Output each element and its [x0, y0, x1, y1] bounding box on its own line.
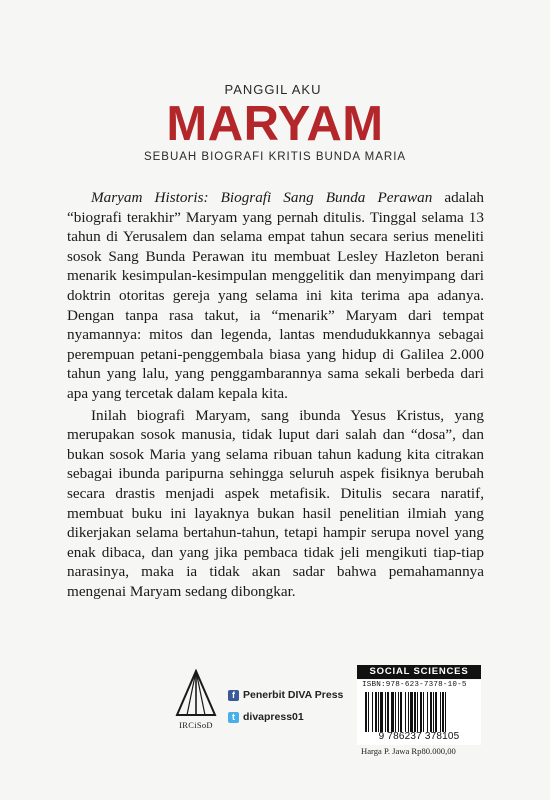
pyramid-logo-icon — [173, 669, 219, 719]
twitter-icon: t — [228, 712, 239, 723]
barcode-icon — [365, 692, 473, 732]
twitter-label: divapress01 — [243, 711, 304, 723]
cover-header — [0, 82, 550, 163]
twitter-link[interactable] — [228, 708, 343, 726]
referenced-book-title: Maryam Historis: Biografi Sang Bunda Perawan — [91, 189, 433, 206]
book-subtitle: SEBUAH BIOGRAFI KRITIS BUNDA MARIA — [143, 151, 407, 163]
book-title: MARYAM — [166, 97, 384, 151]
title-kicker: PANGGIL AKU — [224, 82, 322, 97]
facebook-link[interactable] — [228, 686, 343, 704]
facebook-icon: f — [228, 690, 239, 701]
blurb-paragraph-2: Inilah biografi Maryam, sang ibunda Yesus Kristus, yang merupakan sosok manusia, tidak luput dari salah dan “dosa”, dan bukan sosok Maria yang selama ribuan tahun kadung kita citrakan sebagai ibunda paripurna sehingga seluruh aspek fisiknya berubah secara drastis menjadi aspek metafisik. Ditulis secara naratif, membuat buku ini layaknya bukan hasil penelitian ilmiah yang dikerjakan selama bertahun-tahun, tetapi hampir serupa novel yang enak dibaca, dan yang jika pembaca tidak jeli mengikuti tiap-tiap narasinya, maka ia tidak akan sadar bahwa pemahamannya mengenai Maryam sedang dibongkar. — [67, 406, 484, 600]
blurb — [67, 188, 484, 601]
price-label: Harga P. Jawa Rp80.000,00 — [361, 746, 456, 756]
barcode-panel — [357, 680, 481, 745]
publisher-logo — [173, 669, 219, 730]
barcode-digits: 9 786237 378105 — [378, 731, 460, 742]
publisher-name: IRCiSoD — [179, 720, 213, 730]
category-label: SOCIAL SCIENCES — [357, 665, 481, 679]
isbn-number: ISBN:978-623-7378-10-5 — [362, 681, 467, 689]
blurb-paragraph-1 — [67, 188, 484, 404]
facebook-label: Penerbit DIVA Press — [243, 689, 344, 701]
social-links — [228, 686, 343, 730]
blurb-paragraph-1-text: adalah “biografi terakhir” Maryam yang pernah ditulis. Tinggal selama 13 tahun di Yerusalem dan selama empat tahun secara serius meneliti sosok Sang Bunda Perawan itu membuat Lesley Hazleton berani menarik kesimpulan-kesimpulan menggelitik dan menyimpang dari doktrin otoritas gereja yang selama ini kita terima apa adanya. Dengan tanpa rasa takut, ia “menarik” Maryam dari tempat nyamannya: mitos dan legenda, lantas mendudukkannya sebagai perempuan petani-penggembala biasa yang hidup di Galilea 2.000 tahun yang lalu, yang penggambarannya sama sekali berbeda dari apa yang tercetak dalam kepala kita. — [67, 189, 484, 402]
